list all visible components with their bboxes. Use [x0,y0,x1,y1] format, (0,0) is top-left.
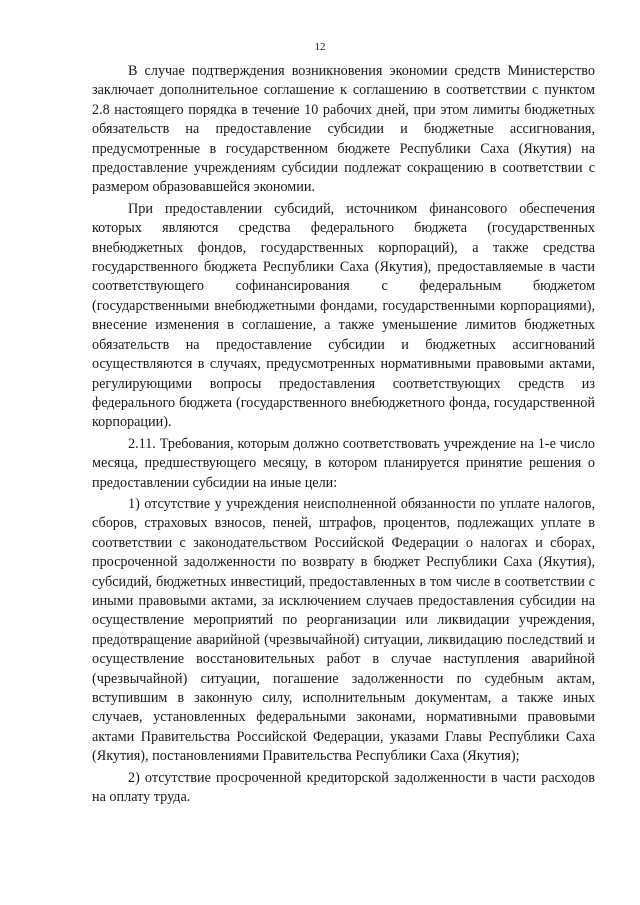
document-body [92,62,595,809]
page-number: 12 [314,41,326,53]
paragraph-requirement-1: 1) отсутствие у учреждения неисполненной обязанности по уплате налогов, сборов, страховых взносов, пеней, штрафов, процентов, подлежащих уплате в соответствии с законодательством Российской Федерации о налогах и сборах, просроченной задолженности по возврату в бюджет Республики Саха (Якутия), субсидий, бюджетных инвестиций, предоставленных в том числе в соответствии с иными правовыми актами, за исключением случаев предоставления субсидии на осуществление мероприятий по реорганизации или ликвидации учреждения, предотвращение аварийной (чрезвычайной) ситуации, ликвидацию последствий и осуществление восстановительных работ в случае наступления аварийной (чрезвычайной) ситуации, погашение задолженности по судебным актам, вступившим в законную силу, исполнительным документам, а также иных случаев, установленных федеральными законами, нормативными правовыми актами Правительства Российской Федерации, указами Главы Республики Саха (Якутия), постановлениями Правительства Республики Саха (Якутия); [92,495,595,765]
paragraph-savings-agreement: В случае подтверждения возникновения экономии средств Министерство заключает дополнительное соглашение к соглашению в соответствии с пунктом 2.8 настоящего порядка в течение 10 рабочих дней, при этом лимиты бюджетных обязательств на предоставление субсидии и бюджетные ассигнования, предусмотренные в государственном бюджете Республики Саха (Якутия) на предоставление учреждениям субсидии подлежат сокращению в соответствии с размером образовавшейся экономии. [92,63,595,196]
paragraph-requirement-2: 2) отсутствие просроченной кредиторской задолженности в части расходов на оплату труда. [92,769,595,806]
paragraph-federal-cofinancing: При предоставлении субсидий, источником финансового обеспечения которых являются средства федерального бюджета (государственных внебюджетных фондов, государственных корпораций), а также средства государственного бюджета Республики Саха (Якутия), предоставляемые в части соответствующего софинансирования с федеральным бюджетом (государственными внебюджетными фондами, государственными корпорациями), внесение изменения в соглашение, а также уменьшение лимитов бюджетных обязательств на предоставление субсидии и бюджетных ассигнований осуществляются в случаях, предусмотренных нормативными правовыми актами, регулирующими вопросы предоставления соответствующих средств из федерального бюджета (государственного внебюджетного фонда, государственной корпорации). [92,200,595,431]
paragraph-requirements-2-11: 2.11. Требования, которым должно соответствовать учреждение на 1-е число месяца, предшествующего месяцу, в котором планируется принятие решения о предоставлении субсидии на иные цели: [92,435,595,491]
